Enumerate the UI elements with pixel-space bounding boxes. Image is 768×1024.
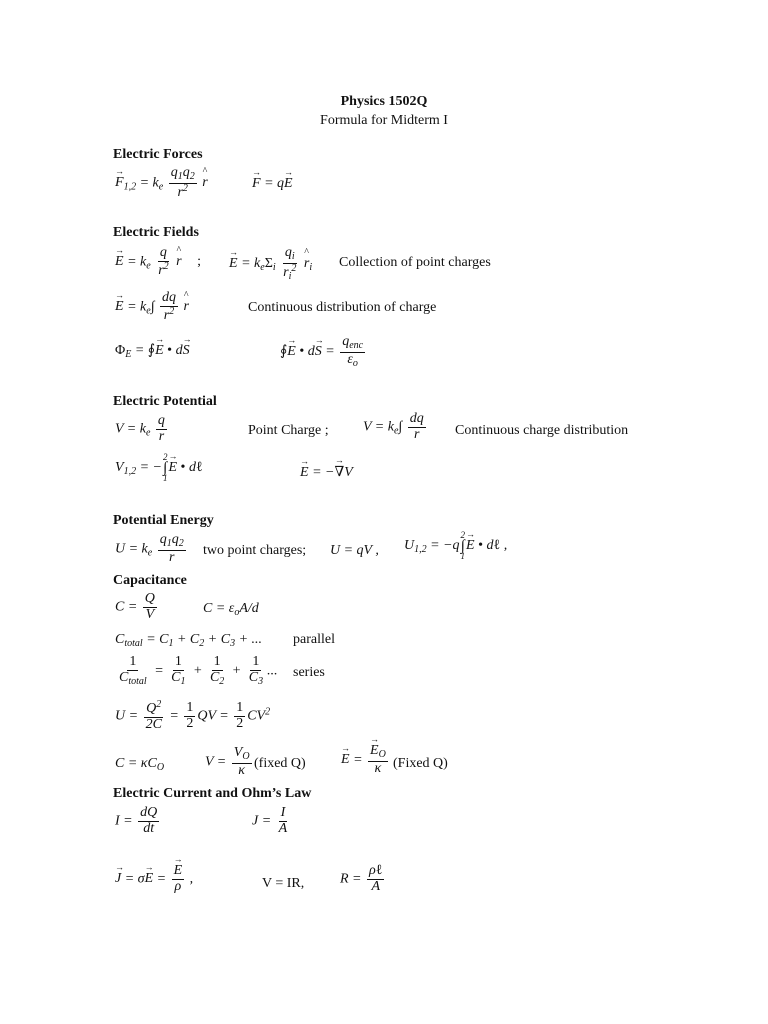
ohms-law-microscopic-formula: → J = σ→ E = → $\frac{E}{\rho}$ ,: [115, 864, 193, 894]
point-potential-formula: $V = k_e$ $\frac{q}{r}$: [115, 413, 165, 444]
section-potential-energy: Potential Energy: [113, 513, 214, 528]
force-on-charge-formula: → F = q→ E: [252, 176, 293, 192]
current-density-formula: J = $\frac{I}{A}$: [252, 805, 288, 836]
parallel-plate-formula: $C = \varepsilon_oA/d$: [203, 601, 259, 618]
resistance-formula: R = $\frac{\text{ρℓ}}{A}$: [340, 863, 383, 894]
dielectric-voltage-formula: V = $\frac{V_O}{\kappa}$: [205, 745, 250, 778]
note-point-charge: Point Charge ;: [248, 423, 329, 438]
section-capacitance: Capacitance: [113, 573, 187, 588]
section-electric-potential: Electric Potential: [113, 394, 217, 409]
charge-energy-formula: U = qV ,: [330, 543, 379, 558]
note-continuous-distribution: Continuous charge distribution: [455, 423, 629, 438]
note-fixed-Q: (Fixed Q): [393, 756, 448, 771]
note-fixed-q: (fixed Q): [254, 756, 306, 771]
energy-integral-formula: $U_{1,2} = -q$ 2 ∫ 1 → E • dℓ ,: [404, 531, 507, 561]
section-electric-forces: Electric Forces: [113, 147, 203, 162]
document-subtitle: Formula for Midterm I: [320, 113, 448, 128]
capacitance-definition-formula: C = $\frac{Q}{V}$: [115, 591, 155, 622]
document-title: Physics 1502Q: [340, 94, 428, 109]
continuous-potential-formula: $V = k_e\int$ $\frac{dq}{r}$: [363, 411, 424, 442]
dielectric-field-formula: → E = → $\frac{E_O}{\kappa}$: [341, 744, 390, 776]
electric-flux-formula: $\Phi_E$ = ∮→ E • d→ S: [115, 342, 190, 360]
capacitor-energy-formula: U = $\frac{Q^2}{2C}$ = $\frac{1}{2}$ QV = $\frac{1}{2}$ $CV^2$: [115, 699, 271, 732]
section-current-ohms-law: Electric Current and Ohm’s Law: [113, 786, 312, 801]
two-charge-energy-formula: $U = k_e$ $\frac{q_1q_2}{r}$: [115, 532, 184, 565]
section-electric-fields: Electric Fields: [113, 225, 199, 240]
dielectric-capacitance-formula: $C = \kappa C_O$: [115, 756, 165, 773]
note-series: series: [293, 665, 325, 680]
note-parallel: parallel: [293, 632, 335, 647]
field-from-potential-formula: → E = −→ ∇V: [300, 464, 353, 481]
note-point-charges: Collection of point charges: [339, 255, 491, 270]
gauss-law-formula: ∮→ E • d→ S = $\frac{q_{enc}}{\varepsilon_o}$: [280, 335, 367, 369]
coulomb-law-formula: → $F_{1,2} = k_e$ $\frac{q_1q_2}{r^2}$ ^ r: [115, 166, 208, 200]
series-capacitance-formula: $\frac{1}{C_{total}}$ = $\frac{1}{C_1}$ + $\frac{1}{C_2}$ + $\frac{1}{C_3}$ ...: [119, 654, 278, 687]
ohms-law-text: V = IR,: [262, 876, 305, 891]
continuous-field-formula: → $E = k_e\int$ $\frac{dq}{r^2}$ ^ r: [115, 291, 189, 323]
note-two-point-charges: two point charges;: [203, 543, 307, 558]
note-continuous-charge: Continuous distribution of charge: [248, 300, 437, 315]
current-definition-formula: I = $\frac{dQ}{dt}$: [115, 805, 158, 836]
potential-difference-formula: $V_{1,2}$ = − 2 ∫ 1 → E • dℓ: [115, 453, 203, 483]
multiple-charges-field-formula: → $E = k_e\Sigma_i$ $\frac{q_i}{r_i^2}$ ^ $r_i$: [229, 246, 312, 282]
parallel-capacitance-formula: $C_{total} = C_1 + C_2 + C_3$ + ...: [115, 632, 263, 649]
point-charge-field-formula: → $E = k_e$ $\frac{q}{r^2}$ ^ r ;: [115, 246, 201, 278]
